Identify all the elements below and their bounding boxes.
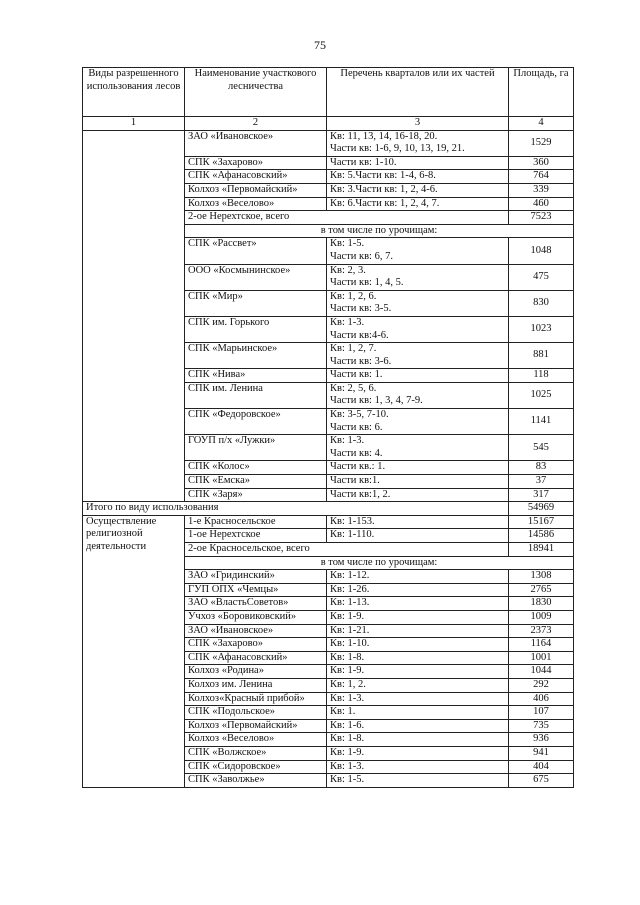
quarters-cell (327, 238, 509, 264)
quarters-line: Кв: 1. (330, 706, 356, 718)
quarters-cell (327, 515, 509, 529)
quarters-line: Кв: 6.Части кв: 1, 2, 4, 7. (330, 197, 440, 209)
subheader-label: в том числе по урочищам: (185, 556, 574, 570)
quarters-line: Кв: 1-12. (330, 570, 370, 582)
quarters-cell (327, 692, 509, 706)
quarters-line: Кв: 1-3. (330, 435, 365, 447)
area-value: 1044 (509, 665, 574, 679)
area-value: 1308 (509, 570, 574, 584)
forestry-name: СПК «Рассвет» (185, 238, 327, 264)
quarters-line: Части кв.: 1. (330, 461, 386, 473)
area-value: 881 (509, 343, 574, 369)
quarters-line: Кв: 1-9. (330, 746, 365, 758)
quarters-line: Части кв:4-6. (330, 329, 389, 341)
quarters-cell (327, 733, 509, 747)
quarters-line: Кв: 3.Части кв: 1, 2, 4-6. (330, 183, 438, 195)
forestry-name: СПК «Мир» (185, 290, 327, 316)
quarters-line: Кв: 1-26. (330, 583, 370, 595)
forestry-name: СПК «Подольское» (185, 706, 327, 720)
area-value: 1830 (509, 597, 574, 611)
area-value: 404 (509, 760, 574, 774)
header-number: 3 (327, 117, 509, 131)
subheader-label: в том числе по урочищам: (185, 224, 574, 238)
forestry-name: ООО «Космынинское» (185, 264, 327, 290)
grand-total-row (83, 502, 574, 516)
forestry-name: ЗАО «Ивановское» (185, 624, 327, 638)
quarters-line: Части кв: 3-6. (330, 355, 392, 367)
quarters-cell (327, 130, 509, 156)
area-value: 339 (509, 183, 574, 197)
quarters-cell (327, 183, 509, 197)
forestry-name: СПК «Сидоровское» (185, 760, 327, 774)
quarters-cell (327, 264, 509, 290)
area-value: 37 (509, 475, 574, 489)
area-value: 107 (509, 706, 574, 720)
forestry-name: СПК «Колос» (185, 461, 327, 475)
quarters-cell (327, 719, 509, 733)
area-value: 292 (509, 678, 574, 692)
forestry-name: СПК «Нива» (185, 369, 327, 383)
quarters-line: Кв: 1, 2. (330, 678, 366, 690)
forestry-name: Колхоз «Веселово» (185, 733, 327, 747)
area-value: 2373 (509, 624, 574, 638)
quarters-cell (327, 316, 509, 342)
quarters-line: Кв: 1-8. (330, 651, 365, 663)
quarters-cell (327, 570, 509, 584)
grand-total-area: 54969 (509, 502, 574, 516)
total-area: 7523 (509, 211, 574, 225)
quarters-line: Части кв:1, 2. (330, 488, 391, 500)
forestry-name: СПК «Волжское» (185, 746, 327, 760)
quarters-cell (327, 461, 509, 475)
quarters-line: Кв: 5.Части кв: 1-4, 6-8. (330, 170, 436, 182)
forestry-name: Колхоз «Первомайский» (185, 719, 327, 733)
header-number-row (83, 117, 574, 131)
forestry-name: СПК им. Горького (185, 316, 327, 342)
quarters-cell (327, 409, 509, 435)
quarters-line: Части кв: 1-6, 9, 10, 13, 19, 21. (330, 143, 465, 155)
area-value: 15167 (509, 515, 574, 529)
quarters-line: Кв: 2, 3. (330, 264, 366, 276)
forestry-name: ЗАО «Ивановское» (185, 130, 327, 156)
header-number: 4 (509, 117, 574, 131)
area-value: 475 (509, 264, 574, 290)
quarters-line: Части кв: 6. (330, 421, 383, 433)
page-number: 75 (314, 38, 326, 52)
quarters-cell (327, 651, 509, 665)
quarters-line: Части кв: 1, 3, 4, 7-9. (330, 395, 423, 407)
quarters-line: Кв: 2, 5, 6. (330, 382, 377, 394)
quarters-cell (327, 475, 509, 489)
quarters-line: Кв: 1-10. (330, 638, 370, 650)
quarters-cell (327, 290, 509, 316)
area-value: 1009 (509, 610, 574, 624)
area-value: 1164 (509, 638, 574, 652)
quarters-line: Кв: 1, 2, 6. (330, 290, 377, 302)
area-value: 406 (509, 692, 574, 706)
area-value: 2765 (509, 583, 574, 597)
quarters-line: Кв: 3-5, 7-10. (330, 409, 389, 421)
area-value: 460 (509, 197, 574, 211)
area-value: 83 (509, 461, 574, 475)
area-value: 545 (509, 435, 574, 461)
quarters-line: Части кв: 6, 7. (330, 250, 393, 262)
quarters-line: Кв: 1-9. (330, 610, 365, 622)
area-value: 317 (509, 488, 574, 502)
quarters-cell (327, 624, 509, 638)
area-value: 14586 (509, 529, 574, 543)
header-forestry: Наименование участкового лесничества (185, 68, 327, 117)
table-row (83, 515, 574, 529)
quarters-cell (327, 583, 509, 597)
total-area: 18941 (509, 543, 574, 557)
quarters-line: Кв: 1-21. (330, 624, 370, 636)
quarters-line: Кв: 1-6. (330, 719, 365, 731)
header-quarters: Перечень кварталов или их частей (327, 68, 509, 117)
quarters-cell (327, 774, 509, 788)
quarters-cell (327, 706, 509, 720)
quarters-line: Кв: 1-8. (330, 733, 365, 745)
quarters-cell (327, 638, 509, 652)
header-area: Площадь, га (509, 68, 574, 117)
forestry-name: СПК «Заря» (185, 488, 327, 502)
area-value: 1025 (509, 382, 574, 408)
quarters-line: Части кв: 1. (330, 369, 383, 381)
forestry-name: ГОУП п/х «Лужки» (185, 435, 327, 461)
forestry-name: ГУП ОПХ «Чемцы» (185, 583, 327, 597)
quarters-cell (327, 529, 509, 543)
quarters-line: Кв: 1-3. (330, 692, 365, 704)
area-value: 1048 (509, 238, 574, 264)
forestry-name: СПК «Афанасовский» (185, 651, 327, 665)
header-row (83, 68, 574, 117)
quarters-cell (327, 597, 509, 611)
quarters-cell (327, 746, 509, 760)
quarters-line: Части кв: 1-10. (330, 156, 397, 168)
quarters-line: Кв: 1-5. (330, 238, 365, 250)
quarters-cell (327, 343, 509, 369)
quarters-line: Кв: 11, 13, 14, 16-18, 20. (330, 130, 438, 142)
quarters-line: Кв: 1-3. (330, 316, 365, 328)
grand-total-label: Итого по виду использования (83, 502, 509, 516)
forestry-name: СПК им. Ленина (185, 382, 327, 408)
quarters-cell (327, 156, 509, 170)
forestry-name: Колхоз«Красный прибой» (185, 692, 327, 706)
forestry-name: Учхоз «Боровиковский» (185, 610, 327, 624)
area-value: 735 (509, 719, 574, 733)
quarters-line: Кв: 1-5. (330, 774, 365, 786)
forestry-name: ЗАО «Гридинский» (185, 570, 327, 584)
quarters-cell (327, 435, 509, 461)
forestry-name: Колхоз «Родина» (185, 665, 327, 679)
forest-use-table (82, 67, 574, 788)
quarters-cell (327, 170, 509, 184)
forestry-name: СПК «Федоровское» (185, 409, 327, 435)
quarters-line: Кв: 1, 2, 7. (330, 343, 377, 355)
area-value: 118 (509, 369, 574, 383)
area-value: 936 (509, 733, 574, 747)
area-value: 1141 (509, 409, 574, 435)
quarters-cell (327, 665, 509, 679)
area-value: 1001 (509, 651, 574, 665)
quarters-line: Части кв: 1, 4, 5. (330, 277, 404, 289)
forestry-name: Колхоз «Веселово» (185, 197, 327, 211)
forestry-name: СПК «Захарово» (185, 638, 327, 652)
forestry-name: ЗАО «ВластьСоветов» (185, 597, 327, 611)
total-label: 2-ое Красносельское, всего (185, 543, 509, 557)
header-number: 2 (185, 117, 327, 131)
total-label: 2-ое Нерехтское, всего (185, 211, 509, 225)
forestry-name: СПК «Заволжье» (185, 774, 327, 788)
quarters-line: Кв: 1-110. (330, 529, 375, 541)
area-value: 360 (509, 156, 574, 170)
header-number: 1 (83, 117, 185, 131)
quarters-cell (327, 488, 509, 502)
quarters-line: Части кв:1. (330, 475, 380, 487)
quarters-line: Части кв: 3-5. (330, 303, 392, 315)
header-use-type: Виды разрешенного использования лесов (83, 68, 185, 117)
use-type-cell: Осуществление религиозной деятельности (83, 515, 185, 787)
quarters-cell (327, 760, 509, 774)
area-value: 941 (509, 746, 574, 760)
forestry-name: Колхоз им. Ленина (185, 678, 327, 692)
quarters-line: Кв: 1-13. (330, 597, 370, 609)
area-value: 764 (509, 170, 574, 184)
forestry-name: СПК «Марьинское» (185, 343, 327, 369)
quarters-line: Кв: 1-3. (330, 760, 365, 772)
forestry-name: СПК «Емска» (185, 475, 327, 489)
quarters-cell (327, 610, 509, 624)
quarters-line: Кв: 1-9. (330, 665, 365, 677)
quarters-cell (327, 382, 509, 408)
area-value: 830 (509, 290, 574, 316)
quarters-line: Кв: 1-153. (330, 515, 375, 527)
forestry-name: 1-е Красносельское (185, 515, 327, 529)
area-value: 675 (509, 774, 574, 788)
forestry-name: СПК «Захарово» (185, 156, 327, 170)
quarters-cell (327, 678, 509, 692)
use-type-cell (83, 130, 185, 502)
forestry-name: Колхоз «Первомайский» (185, 183, 327, 197)
forestry-name: 1-ое Нерехтское (185, 529, 327, 543)
area-value: 1529 (509, 130, 574, 156)
quarters-cell (327, 197, 509, 211)
table-row (83, 130, 574, 156)
quarters-line: Части кв: 4. (330, 447, 383, 459)
area-value: 1023 (509, 316, 574, 342)
quarters-cell (327, 369, 509, 383)
forestry-name: СПК «Афанасовский» (185, 170, 327, 184)
